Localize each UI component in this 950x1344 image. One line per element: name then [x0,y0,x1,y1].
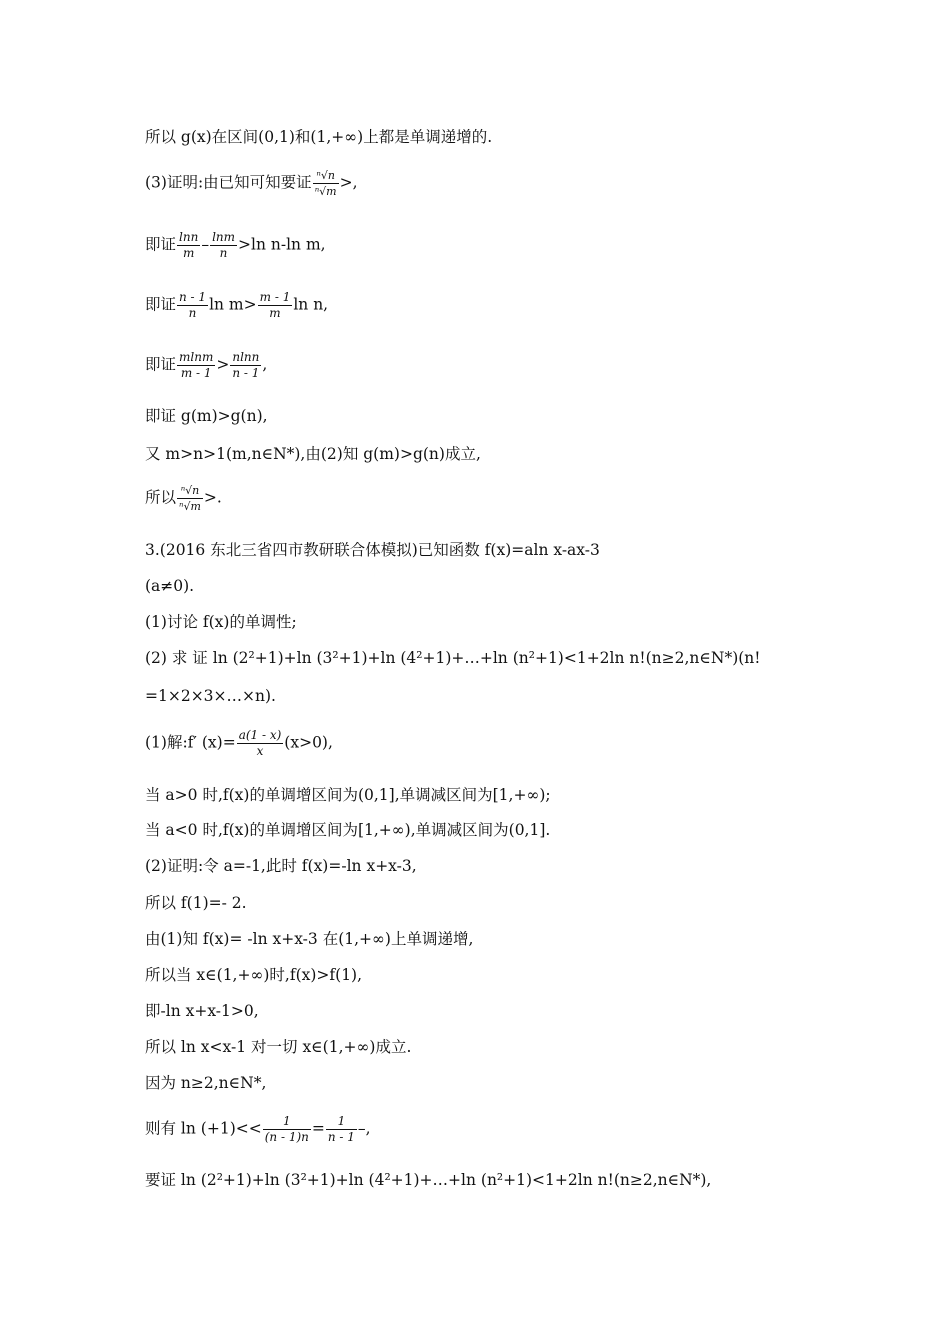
text-line: 所以 f(1)=- 2. [145,894,247,912]
line-prefix: 即证 [145,355,177,374]
fraction [313,168,339,199]
line-suffix: >, [339,173,358,192]
fraction-denominator: (n - 1)n [264,1130,309,1144]
text-line: 要证 ln (2²+1)+ln (3²+1)+ln (4²+1)+…+ln (n²+1)<1+2ln n!(n≥2,n∈N*), [145,1171,712,1189]
text-line: 即-ln x+x-1>0, [145,1002,259,1020]
fraction-numerator: m - 1 [259,290,291,304]
line-suffix: ln n, [293,295,329,314]
line-prefix: 即证 [145,295,177,314]
fraction-denominator: ⁿ√m [314,185,337,198]
fraction-denominator: m [182,246,195,260]
text-line: 当 a>0 时,f(x)的单调增区间为(0,1],单调减区间为[1,+∞); [145,786,551,804]
fraction [263,1114,311,1145]
fraction-denominator: n [188,306,197,320]
fraction-numerator: mlnm [179,350,214,364]
fraction [210,230,237,261]
text-line: 即证 g(m)>g(n), [145,407,268,425]
math-line [145,230,326,261]
fraction-numerator: a(1 - x) [238,728,282,742]
text-line: (1)讨论 f(x)的单调性; [145,613,297,631]
fraction-numerator: ⁿ√n [177,483,203,499]
fraction [177,350,215,381]
fraction [230,350,261,381]
text-line: 所以 g(x)在区间(0,1)和(1,+∞)上都是单调递增的. [145,128,493,146]
fraction-denominator: x [256,744,264,758]
line-prefix: 即证 [145,235,177,254]
math-line [145,350,267,381]
math-line [145,168,358,199]
math-line [145,728,333,759]
fraction-denominator: n [219,246,228,260]
text-line: 所以当 x∈(1,+∞)时,f(x)>f(1), [145,966,363,984]
line-prefix: 则有 ln (+1)<< [145,1119,262,1138]
text-line: 因为 n≥2,n∈N*, [145,1074,267,1092]
line-middle: = [311,1119,325,1138]
fraction-numerator: lnm [212,230,236,244]
fraction-numerator: 1 [263,1114,311,1130]
text-line: 当 a<0 时,f(x)的单调增区间为[1,+∞),单调减区间为(0,1]. [145,821,551,839]
fraction [237,728,284,759]
line-suffix: , [262,355,268,374]
fraction-denominator: m - 1 [180,366,212,380]
fraction-numerator: n - 1 [179,290,207,304]
fraction [326,1114,357,1145]
fraction-numerator: lnn [179,230,199,244]
text-line: (a≠0). [145,577,195,595]
math-line [145,290,328,321]
line-suffix: –, [357,1119,371,1138]
line-middle: – [201,235,210,254]
math-line [145,483,222,514]
fraction-denominator: m [269,306,281,320]
fraction-denominator: n - 1 [232,366,260,380]
fraction-numerator: nlnn [230,350,261,366]
fraction-numerator: ⁿ√n [313,168,339,184]
line-prefix: (3)证明:由已知可知要证 [145,173,312,192]
text-line: 所以 ln x<x-1 对一切 x∈(1,+∞)成立. [145,1038,412,1056]
text-line: 由(1)知 f(x)= -ln x+x-3 在(1,+∞)上单调递增, [145,930,474,948]
line-suffix: >ln n-ln m, [238,235,326,254]
line-prefix: (1)解:f′ (x)= [145,733,236,752]
line-middle: > [216,355,230,374]
fraction [177,230,200,261]
fraction-denominator: n - 1 [327,1130,355,1144]
math-line [145,1114,371,1145]
fraction-numerator: 1 [326,1114,357,1130]
fraction-denominator: ⁿ√m [179,500,201,513]
fraction [258,290,293,321]
fraction [177,483,203,514]
line-suffix: >. [203,488,222,507]
text-line: 又 m>n>1(m,n∈N*),由(2)知 g(m)>g(n)成立, [145,445,481,463]
text-line: =1×2×3×…×n). [145,687,276,705]
text-line: (2)证明:令 a=-1,此时 f(x)=-ln x+x-3, [145,857,417,875]
line-prefix: 所以 [145,488,177,507]
line-middle: ln m> [209,295,257,314]
text-line: (2) 求 证 ln (2²+1)+ln (3²+1)+ln (4²+1)+…+ln (n²+1)<1+2ln n!(n≥2,n∈N*)(n! [145,649,761,667]
line-suffix: (x>0), [284,733,333,752]
fraction [177,290,208,321]
text-line: 3.(2016 东北三省四市教研联合体模拟)已知函数 f(x)=aln x-ax-3 [145,541,600,559]
